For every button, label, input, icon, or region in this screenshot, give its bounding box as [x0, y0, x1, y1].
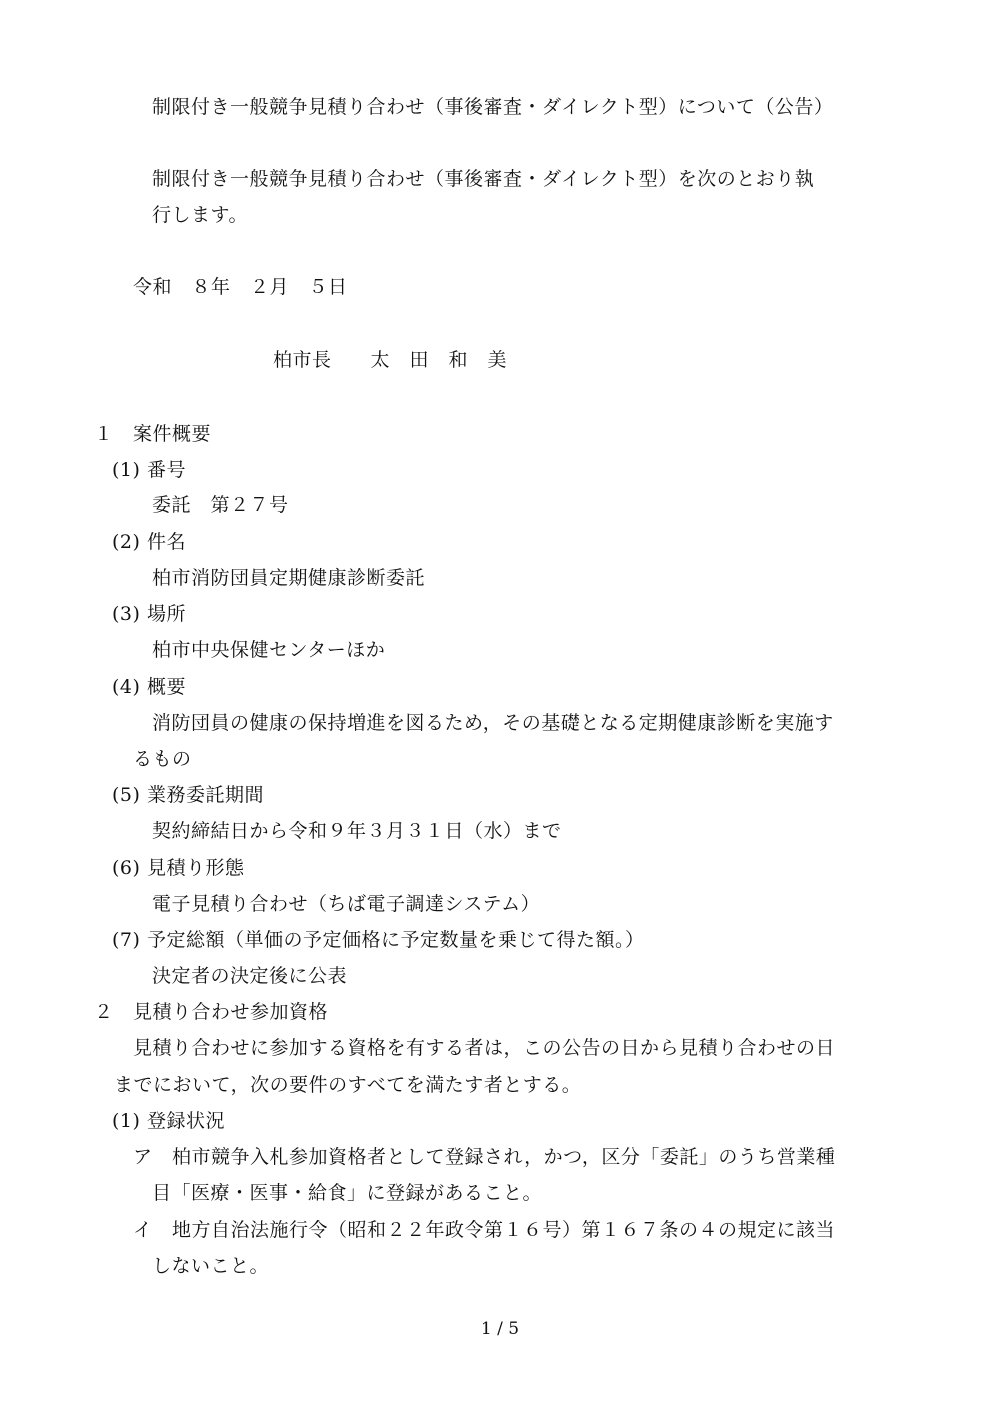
- item-3-label: (3) 場所: [112, 603, 186, 625]
- item-1-label: (1) 番号: [112, 459, 186, 481]
- requirement-a-line-1: ア 柏市競争入札参加資格者として登録され，かつ，区分「委託」のうち営業種: [133, 1146, 836, 1168]
- sub-1-label: (1) 登録状況: [112, 1110, 225, 1132]
- section-2-intro-1: 見積り合わせに参加する資格を有する者は，この公告の日から見積り合わせの日: [133, 1037, 836, 1059]
- item-5-value: 契約締結日から令和９年３月３１日（水）まで: [152, 820, 562, 842]
- item-1-value: 委託 第２７号: [152, 494, 289, 516]
- section-2-intro-2: までにおいて，次の要件のすべてを満たす者とする。: [114, 1074, 582, 1096]
- requirement-i-line-2: しないこと。: [152, 1255, 270, 1277]
- item-6-label: (6) 見積り形態: [112, 857, 245, 879]
- item-2-value: 柏市消防団員定期健康診断委託: [152, 567, 426, 589]
- item-3-value: 柏市中央保健センターほか: [152, 639, 386, 661]
- notice-title: 制限付き一般競争見積り合わせ（事後審査・ダイレクト型）について（公告）: [152, 96, 834, 118]
- item-4-value-cont: るもの: [133, 748, 192, 770]
- notice-date: 令和 ８年 ２月 ５日: [133, 276, 348, 298]
- item-5-label: (5) 業務委託期間: [112, 784, 264, 806]
- requirement-a-line-2: 目「医療・医事・給食」に登録があること。: [152, 1182, 543, 1204]
- item-4-label: (4) 概要: [112, 676, 186, 698]
- item-2-label: (2) 件名: [112, 531, 186, 553]
- intro-line-1: 制限付き一般競争見積り合わせ（事後審査・ダイレクト型）を次のとおり執: [152, 168, 815, 190]
- issuer: 柏市長 太 田 和 美: [273, 349, 508, 371]
- requirement-i-line-1: イ 地方自治法施行令（昭和２２年政令第１６号）第１６７条の４の規定に該当: [133, 1219, 836, 1241]
- section-1-heading: １ 案件概要: [94, 423, 212, 445]
- section-2-heading: ２ 見積り合わせ参加資格: [94, 1001, 329, 1023]
- intro-line-2: 行します。: [152, 204, 248, 226]
- item-7-value: 決定者の決定後に公表: [152, 965, 348, 987]
- page-number: 1 / 5: [480, 1319, 520, 1339]
- item-6-value: 電子見積り合わせ（ちば電子調達システム）: [152, 893, 541, 915]
- item-7-label: (7) 予定総額（単価の予定価格に予定数量を乗じて得た額。）: [112, 929, 645, 951]
- item-4-value: 消防団員の健康の保持増進を図るため，その基礎となる定期健康診断を実施す: [152, 712, 834, 734]
